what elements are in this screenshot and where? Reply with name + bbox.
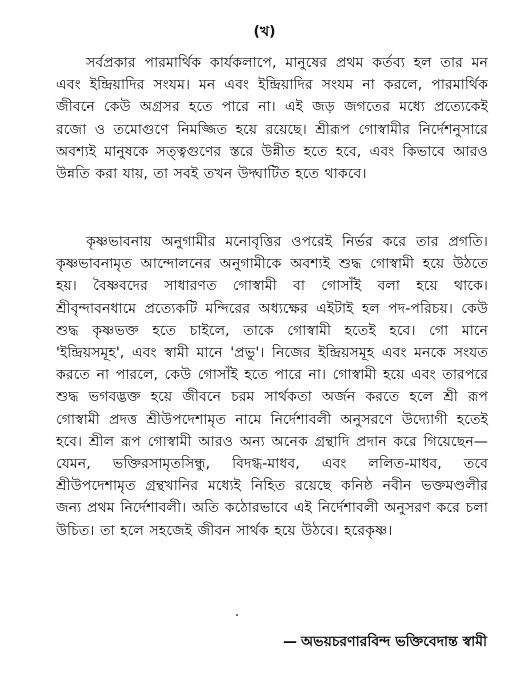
author-signature xyxy=(283,630,487,654)
signature-name: অভয়চরণারবিন্দ ভক্তিবেদান্ত স্বামী xyxy=(301,634,487,650)
page-number: (খ) xyxy=(253,24,276,40)
paragraph-2: কৃষ্ণভাবনায় অনুগামীর মনোবৃত্তির ওপরেই নির্ভর করে তার প্রগতি। কৃষ্ণভাবনামৃত আন্দোলনের অনুগামীকে অবশ্যই শুদ্ধ গোস্বামী হয়ে উঠতে হয়। বৈষ্ণবদের সাধারণত গোস্বামী বা গোসাঁই বলা হয়ে থাকে। শ্রীবৃন্দাবনধামে প্রত্যেকটি মন্দিরের অধ্যক্ষের এইটাই হল পদ-পরিচয়। কেউ শুদ্ধ কৃষ্ণভক্ত হতে চাইলে, তাকে গোস্বামী হতেই হবে। গো মানে 'ইন্দ্রিয়সমূহ', এবং স্বামী মানে 'প্রভু'। নিজের ইন্দ্রিয়সমূহ এবং মনকে সংযত করতে না পারলে, কেউ গোসাঁই হতে পারে না। গোস্বামী হয়ে এবং তারপরে শুদ্ধ ভগবদ্ভক্ত হয়ে জীবনে চরম সার্থকতা অর্জন করতে হলে শ্রী রূপ গোস্বামী প্রদত্ত শ্রীউপদেশামৃত নামে নির্দেশাবলী অনুসরণে উদ্যোগী হতেই হবে। শ্রীল রূপ গোস্বামী আরও অন্য অনেক গ্রন্থাদি প্রদান করে গিয়েছেন—যেমন, ভক্তিরসামৃতসিন্ধু, বিদগ্ধ-মাধব, এবং ললিত-মাধব, তবে শ্রীউপদেশামৃত গ্রন্থখানির মধ্যেই নিহিত রয়েছে কনিষ্ঠ নবীন ভক্তমণ্ডলীর জন্য প্রথম নির্দেশাবলী। অতি কঠোরভাবে এই নির্দেশাবলী অনুসরণ করে চলা উচিত। তা হলে সহজেই জীবন সার্থক হয়ে উঠবে। হরেকৃষ্ণ। xyxy=(56,234,488,539)
signature-dash: — xyxy=(283,634,298,650)
stray-dot-mark xyxy=(236,614,238,616)
paragraph-1: সর্বপ্রকার পারমার্থিক কার্যকলাপে, মানুষের প্রথম কর্তব্য হল তার মন এবং ইন্দ্রিয়াদির সংযম। মন এবং ইন্দ্রিয়াদির সংযম না করলে, পারমার্থিক জীবনে কেউ অগ্রসর হতে পারে না। এই জড় জগতের মধ্যে প্রত্যেকেই রজো ও তমোগুণে নিমজ্জিত হয়ে রয়েছে। শ্রীরূপ গোস্বামীর নির্দেশনুসারে অবশ্যই মানুষকে সত্ত্বগুণের স্তরে উন্নীত হতে হবে, এবং কিভাবে আরও উন্নতি করা যায়, তা সবই তখন উদ্ঘাটিত হতে থাকবে। xyxy=(56,55,488,183)
